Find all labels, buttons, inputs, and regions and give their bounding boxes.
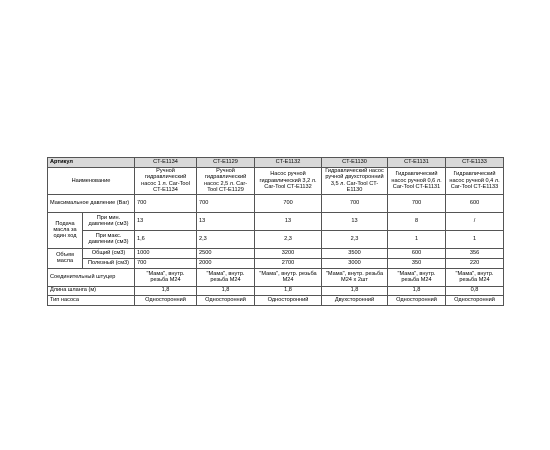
table-cell: Односторонний — [388, 295, 446, 305]
table-cell: 3500 — [322, 248, 388, 258]
table-cell: Односторонний — [135, 295, 197, 305]
table-cell: "Мама", внутр. резьба М24 х 2шт — [322, 268, 388, 286]
table-row — [48, 258, 504, 268]
table-cell: 1000 — [135, 248, 197, 258]
article-cell: CT-E1129 — [197, 158, 255, 168]
table-cell: 2,3 — [322, 230, 388, 248]
table-cell: 13 — [135, 212, 197, 230]
table-cell: 13 — [255, 212, 322, 230]
table-cell: Двухсторонний — [322, 295, 388, 305]
table-row — [48, 248, 504, 258]
table-cell: 8 — [388, 212, 446, 230]
table-cell: 2700 — [255, 258, 322, 268]
row-label: При мин. давлении (см3) — [83, 212, 135, 230]
table-row — [48, 212, 504, 230]
table-cell: Односторонний — [446, 295, 504, 305]
row-label: При макс. давлении (см3) — [83, 230, 135, 248]
table-cell: 1,8 — [388, 286, 446, 295]
table-cell: Ручной гидравлический насос 2,5 л. Car-Tool CT-E1129 — [197, 168, 255, 195]
table-cell: 2,3 — [255, 230, 322, 248]
table-cell: 220 — [446, 258, 504, 268]
table-cell: 700 — [388, 194, 446, 212]
group-label: Подача масла за один ход — [48, 212, 83, 248]
article-cell: CT-E1133 — [446, 158, 504, 168]
table-cell: 600 — [446, 194, 504, 212]
table-cell: 1,8 — [255, 286, 322, 295]
table-cell: 1,8 — [197, 286, 255, 295]
table-cell: 3000 — [322, 258, 388, 268]
table-cell: 350 — [388, 258, 446, 268]
table-row — [48, 194, 504, 212]
table-cell: 2000 — [197, 258, 255, 268]
table-cell: 3200 — [255, 248, 322, 258]
table-cell: 700 — [255, 194, 322, 212]
table-cell: 2,3 — [197, 230, 255, 248]
table-cell: 1 — [388, 230, 446, 248]
table-cell: "Мама", внутр. резьба М24 — [197, 268, 255, 286]
table-cell: Гидравлический насос ручной 0,4 л. Car-Tool CT-E1133 — [446, 168, 504, 195]
article-cell: CT-E1132 — [255, 158, 322, 168]
table-cell: "Мама", внутр. резьба М24 — [388, 268, 446, 286]
table-cell: 356 — [446, 248, 504, 258]
table-cell: "Мама", внутр. резьба М24 — [135, 268, 197, 286]
table-cell: "Мама", внутр. резьба М24 — [255, 268, 322, 286]
table-cell: Насос ручной гидравлический 3,2 л. Car-Tool CT-E1132 — [255, 168, 322, 195]
table-cell: 700 — [135, 258, 197, 268]
row-label: Полезный (см3) — [83, 258, 135, 268]
table-row — [48, 295, 504, 305]
table-cell: 13 — [197, 212, 255, 230]
row-label: Тип насоса — [48, 295, 135, 305]
table-cell: Односторонний — [197, 295, 255, 305]
group-label: Объем масла — [48, 248, 83, 268]
table-cell: / — [446, 212, 504, 230]
article-cell: CT-E1130 — [322, 158, 388, 168]
header-label: Артикул — [48, 158, 135, 168]
table-cell: 700 — [197, 194, 255, 212]
table-cell: 1 — [446, 230, 504, 248]
table-cell: 2500 — [197, 248, 255, 258]
table-row — [48, 286, 504, 295]
table-cell: 700 — [135, 194, 197, 212]
row-label: Соединительный штуцер — [48, 268, 135, 286]
row-label: Наименование — [48, 168, 135, 195]
row-label: Максимальное давление (Bar) — [48, 194, 135, 212]
article-cell: CT-E1131 — [388, 158, 446, 168]
table-cell: 1,8 — [135, 286, 197, 295]
table-cell: 13 — [322, 212, 388, 230]
table-cell: 0,8 — [446, 286, 504, 295]
table-cell: Гидравлический насос ручной двухсторонний 3,5 л. Car-Tool CT-E1130 — [322, 168, 388, 195]
table-row — [48, 268, 504, 286]
table-cell: "Мама", внутр. резьба М24 — [446, 268, 504, 286]
table-row — [48, 168, 504, 195]
table-cell: Ручной гидравлический насос 1 л. Car-Tool CT-E1134 — [135, 168, 197, 195]
spec-table — [47, 157, 504, 306]
table-cell: Гидравлический насос ручной 0,6 л. Car-Tool CT-E1131 — [388, 168, 446, 195]
table-cell: 1,6 — [135, 230, 197, 248]
row-label: Общий (см3) — [83, 248, 135, 258]
table-cell: 600 — [388, 248, 446, 258]
table-cell: Односторонний — [255, 295, 322, 305]
row-label: Длина шланга (м) — [48, 286, 135, 295]
table-cell: 1,8 — [322, 286, 388, 295]
table-cell: 700 — [322, 194, 388, 212]
table-row — [48, 230, 504, 248]
article-cell: CT-E1134 — [135, 158, 197, 168]
header-row — [48, 158, 504, 168]
